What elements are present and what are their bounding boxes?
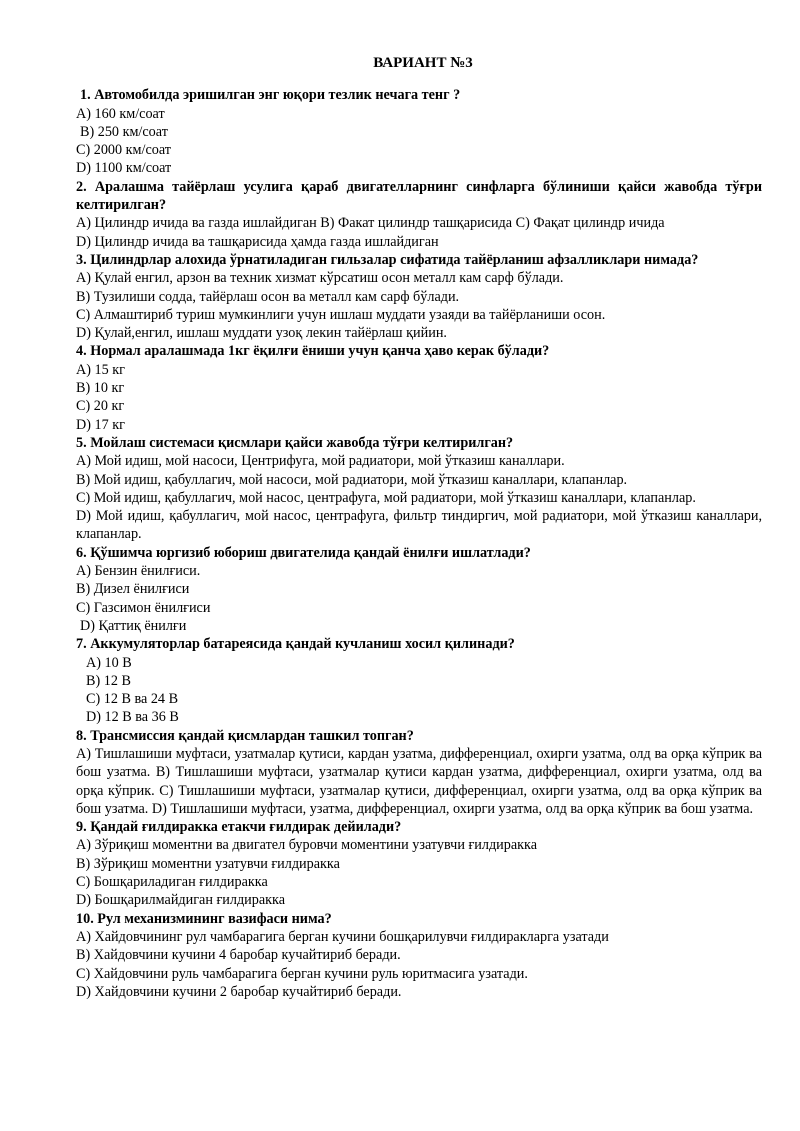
question-block bbox=[76, 342, 762, 433]
option-b: B) Дизел ёнилғиси bbox=[76, 581, 190, 598]
question-block bbox=[76, 86, 762, 177]
option-d: D) 12 В ва 36 В bbox=[86, 709, 179, 726]
option-a: A) 15 кг bbox=[76, 361, 125, 378]
option-d: D) Цилиндр ичида ва ташқарисида ҳамда газда ишлайдиган bbox=[76, 233, 439, 250]
option-d: D) Хайдовчини кучини 2 баробар кучайтириб беради. bbox=[76, 983, 402, 1000]
question-block bbox=[76, 727, 762, 818]
question-block bbox=[76, 251, 762, 342]
option-b: B) Зўриқиш моментни узатувчи ғилдиракка bbox=[76, 855, 340, 872]
option-c: C) Бошқариладиган ғилдиракка bbox=[76, 874, 268, 891]
question-text: 4. Нормал аралашмада 1кг ёқилғи ёниши учун қанча ҳаво керак бўлади? bbox=[76, 343, 550, 360]
option-d: D) Бошқарилмайдиган ғилдиракка bbox=[76, 892, 286, 909]
question-text: 2. Аралашма тайёрлаш усулига қараб двигателларнинг синфларга бўлиниши қайси жавобда тўғри келтирилган? bbox=[76, 178, 762, 214]
question-block bbox=[76, 434, 762, 544]
option-d: D) Мой идиш, қабуллагич, мой насос, центрафуга, фильтр тиндиргич, мой радиатори, мой ўтказиш каналлари, клапанлар. bbox=[76, 508, 762, 543]
question-text: 9. Қандай ғилдиракка етакчи ғилдирак дейилади? bbox=[76, 819, 402, 836]
question-text: 1. Автомобилда эришилган энг юқори тезлик нечага тенг ? bbox=[80, 87, 461, 104]
option-b: B) 12 В bbox=[86, 672, 131, 689]
option-a: A) 160 км/соат bbox=[76, 105, 165, 122]
option-b: B) Мой идиш, қабуллагич, мой насоси, мой радиатори, мой ўтказиш каналлари, клапанлар. bbox=[76, 471, 628, 488]
option-b: B) 10 кг bbox=[76, 380, 125, 397]
option-d: D) 17 кг bbox=[76, 416, 125, 433]
option-a: A) 10 В bbox=[86, 654, 132, 671]
option-c: C) 20 кг bbox=[76, 398, 125, 415]
option-c: C) Хайдовчини руль чамбарагига берган кучини руль юритмасига узатади. bbox=[76, 965, 528, 982]
question-block bbox=[76, 818, 762, 909]
option-d: D) Қулай,енгил, ишлаш муддати узоқ лекин тайёрлаш қийин. bbox=[76, 325, 447, 342]
question-block bbox=[76, 635, 762, 726]
option-paragraph: A) Тишлашиши муфтаси, узатмалар қутиси, кардан узатма, дифференциал, охирги узатма, олд ва орқа кўприк ва бош узатма. B) Тишлашиши муфтаси, узатмалар қутиси кардан узатма, дифференциал, охирги узатма, олд ва орқа кўприк. C) Тишлашиши муфтаси, узатмалар қутиси, дифференциал, охирги узатма, олд ва орқа кўприк ва бош узатма. D) Тишлашиши муфтаси, узатма, дифференциал, охирги узатма, олд ва орқа кўприк ва бош узатма. bbox=[76, 745, 762, 817]
question-text: 5. Мойлаш системаси қисмлари қайси жавобда тўғри келтирилган? bbox=[76, 434, 514, 451]
question-text: 10. Рул механизмининг вазифаси нима? bbox=[76, 910, 332, 927]
option-d: D) Қаттиқ ёнилғи bbox=[80, 617, 187, 634]
option-abc: A) Цилиндр ичида ва газда ишлайдиган B) Факат цилиндр ташқарисида C) Фақат цилиндр ичида bbox=[76, 215, 665, 232]
option-a: A) Хайдовчининг рул чамбарагига берган кучини бошқарилувчи ғилдиракларга узатади bbox=[76, 928, 609, 945]
variant-title: ВАРИАНТ №3 bbox=[373, 55, 473, 71]
question-block bbox=[76, 910, 762, 1001]
option-c: C) Мой идиш, қабуллагич, мой насос, центрафуга, мой радиатори, мой ўтказиш каналлари, клапанлар. bbox=[76, 489, 696, 506]
question-text: 6. Қўшимча юргизиб юбориш двигателида қандай ёнилғи ишлатлади? bbox=[76, 544, 531, 561]
question-block bbox=[76, 544, 762, 635]
option-a: A) Мой идиш, мой насоси, Центрифуга, мой радиатори, мой ўтказиш каналлари. bbox=[76, 453, 565, 470]
option-b: B) 250 км/соат bbox=[80, 123, 168, 140]
option-a: A) Бензин ёнилғиси. bbox=[76, 563, 201, 580]
option-c: C) Газсимон ёнилғиси bbox=[76, 599, 211, 616]
question-text: 8. Трансмиссия қандай қисмлардан ташкил топган? bbox=[76, 727, 414, 744]
document-page bbox=[76, 54, 762, 1001]
option-a: A) Қулай енгил, арзон ва техник хизмат кўрсатиш осон металл кам сарф бўлади. bbox=[76, 270, 564, 287]
question-block bbox=[76, 178, 762, 251]
option-b: B) Тузилиши содда, тайёрлаш осон ва металл кам сарф бўлади. bbox=[76, 288, 460, 305]
question-text: 3. Цилиндрлар алохида ўрнатиладиган гильзалар сифатида тайёрланиш афзалликлари нимада? bbox=[76, 251, 699, 268]
option-b: B) Хайдовчини кучини 4 баробар кучайтириб беради. bbox=[76, 947, 401, 964]
option-c: C) Алмаштириб туриш мумкинлиги учун ишлаш муддати узаяди ва тайёрланиши осон. bbox=[76, 306, 606, 323]
option-c: C) 2000 км/соат bbox=[76, 142, 171, 159]
option-d: D) 1100 км/соат bbox=[76, 160, 172, 177]
option-a: A) Зўриқиш моментни ва двигател буровчи моментини узатувчи ғилдиракка bbox=[76, 837, 538, 854]
question-text: 7. Аккумуляторлар батареясида қандай кучланиш хосил қилинади? bbox=[76, 636, 515, 653]
option-c: C) 12 В ва 24 В bbox=[86, 691, 179, 708]
